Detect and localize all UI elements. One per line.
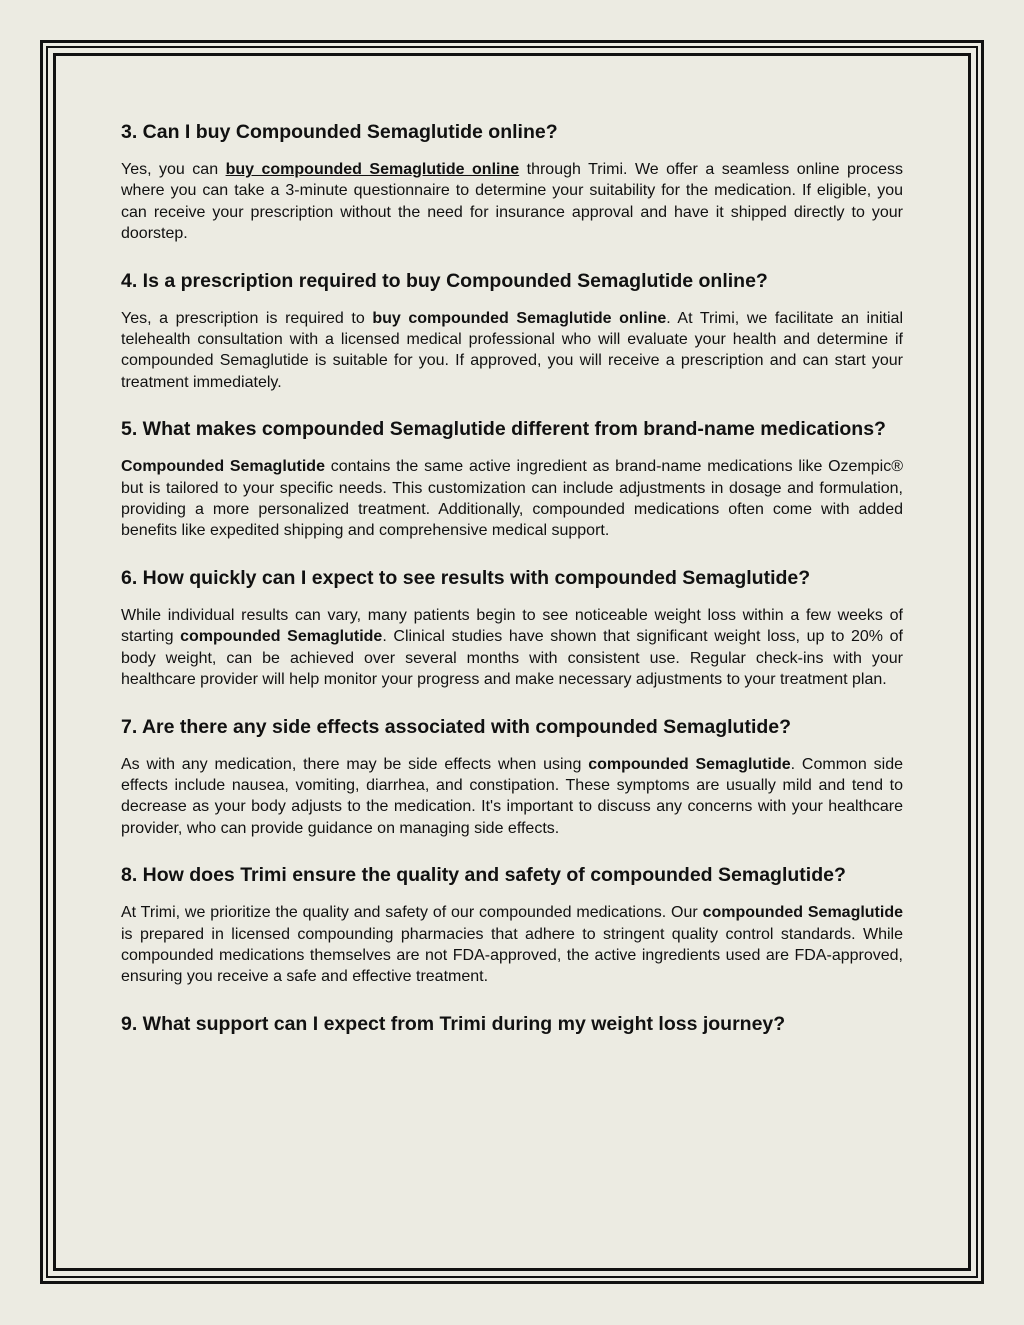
answer-text: . Common side effects include nausea, vomiting, diarrhea, and constipation. These symptoms are usually mild and tend to decrease as your body adjusts to the medication. It's important to discuss any concerns with your healthcare provider, who can provide guidance on managing side effects. (121, 755, 904, 837)
buy-semaglutide-link[interactable]: buy compounded Semaglutide online (225, 161, 520, 178)
answer-text: is prepared in licensed compounding pharmacies that adhere to stringent quality control standards. While compounded medications themselves are not FDA-approved, the active ingredients used are FDA-approved, ensuring you receive a safe and effective treatment. (121, 925, 903, 986)
faq-heading-7: 7. Are there any side effects associated with compounded Semaglutide? (121, 715, 792, 738)
faq-heading-8: 8. How does Trimi ensure the quality and safety of compounded Semaglutide? (121, 864, 846, 887)
faq-heading-3: 3. Can I buy Compounded Semaglutide online? (121, 121, 558, 143)
faq-answer-6 (121, 605, 903, 691)
answer-text: contains the same active ingredient as brand-name medications like Ozempic® but is tailored to your specific needs. This customization can include adjustments in dosage and formulation, providing a more personalized treatment. Additionally, compounded medications often come with added benefits like expedited shipping and comprehensive medical support. (121, 458, 904, 540)
faq-heading-6: 6. How quickly can I expect to see results with compounded Semaglutide? (121, 566, 811, 589)
faq-content (121, 120, 903, 1051)
answer-text: . At Trimi, we facilitate an initial telehealth consultation with a licensed medical professional who will evaluate your health and determine if compounded Semaglutide is suitable for you. If approved, you will receive a prescription and can start your treatment immediately. (121, 309, 904, 391)
answer-bold-text: compounded Semaglutide (180, 628, 383, 646)
faq-answer-4 (121, 308, 903, 394)
faq-answer-7 (121, 754, 903, 840)
faq-heading-5: 5. What makes compounded Semaglutide different from brand-name medications? (121, 418, 886, 441)
faq-answer-5 (121, 456, 903, 542)
faq-heading-4: 4. Is a prescription required to buy Compounded Semaglutide online? (121, 269, 768, 292)
faq-answer-3 (121, 159, 903, 245)
answer-text: through Trimi. We offer a seamless online process where you can take a 3-minute questionnaire to determine your suitability for the medication. If eligible, you can receive your prescription without the need for insurance approval and have it shipped directly to your doorstep. (121, 161, 903, 243)
answer-text: As with any medication, there may be side effects when using (121, 755, 589, 773)
faq-answer-8 (121, 902, 903, 988)
answer-text: Yes, you can (121, 161, 226, 178)
answer-text: Yes, a prescription is required to (121, 309, 373, 327)
answer-bold-text: compounded Semaglutide (702, 904, 904, 922)
answer-bold-text: compounded Semaglutide (588, 755, 791, 773)
answer-text: . Clinical studies have shown that significant weight loss, up to 20% of body weight, can be achieved over several months with consistent use. Regular check-ins with your healthcare provider will help monitor your progress and make necessary adjustments to your treatment plan. (121, 628, 904, 689)
answer-bold-text: buy compounded Semaglutide online (372, 309, 667, 327)
answer-bold-text: Compounded Semaglutide (121, 458, 325, 476)
faq-heading-9: 9. What support can I expect from Trimi during my weight loss journey? (121, 1012, 786, 1035)
answer-text: At Trimi, we prioritize the quality and safety of our compounded medications. Our (121, 904, 703, 922)
answer-text: While individual results can vary, many patients begin to see noticeable weight loss within a few weeks of starting (121, 606, 903, 646)
